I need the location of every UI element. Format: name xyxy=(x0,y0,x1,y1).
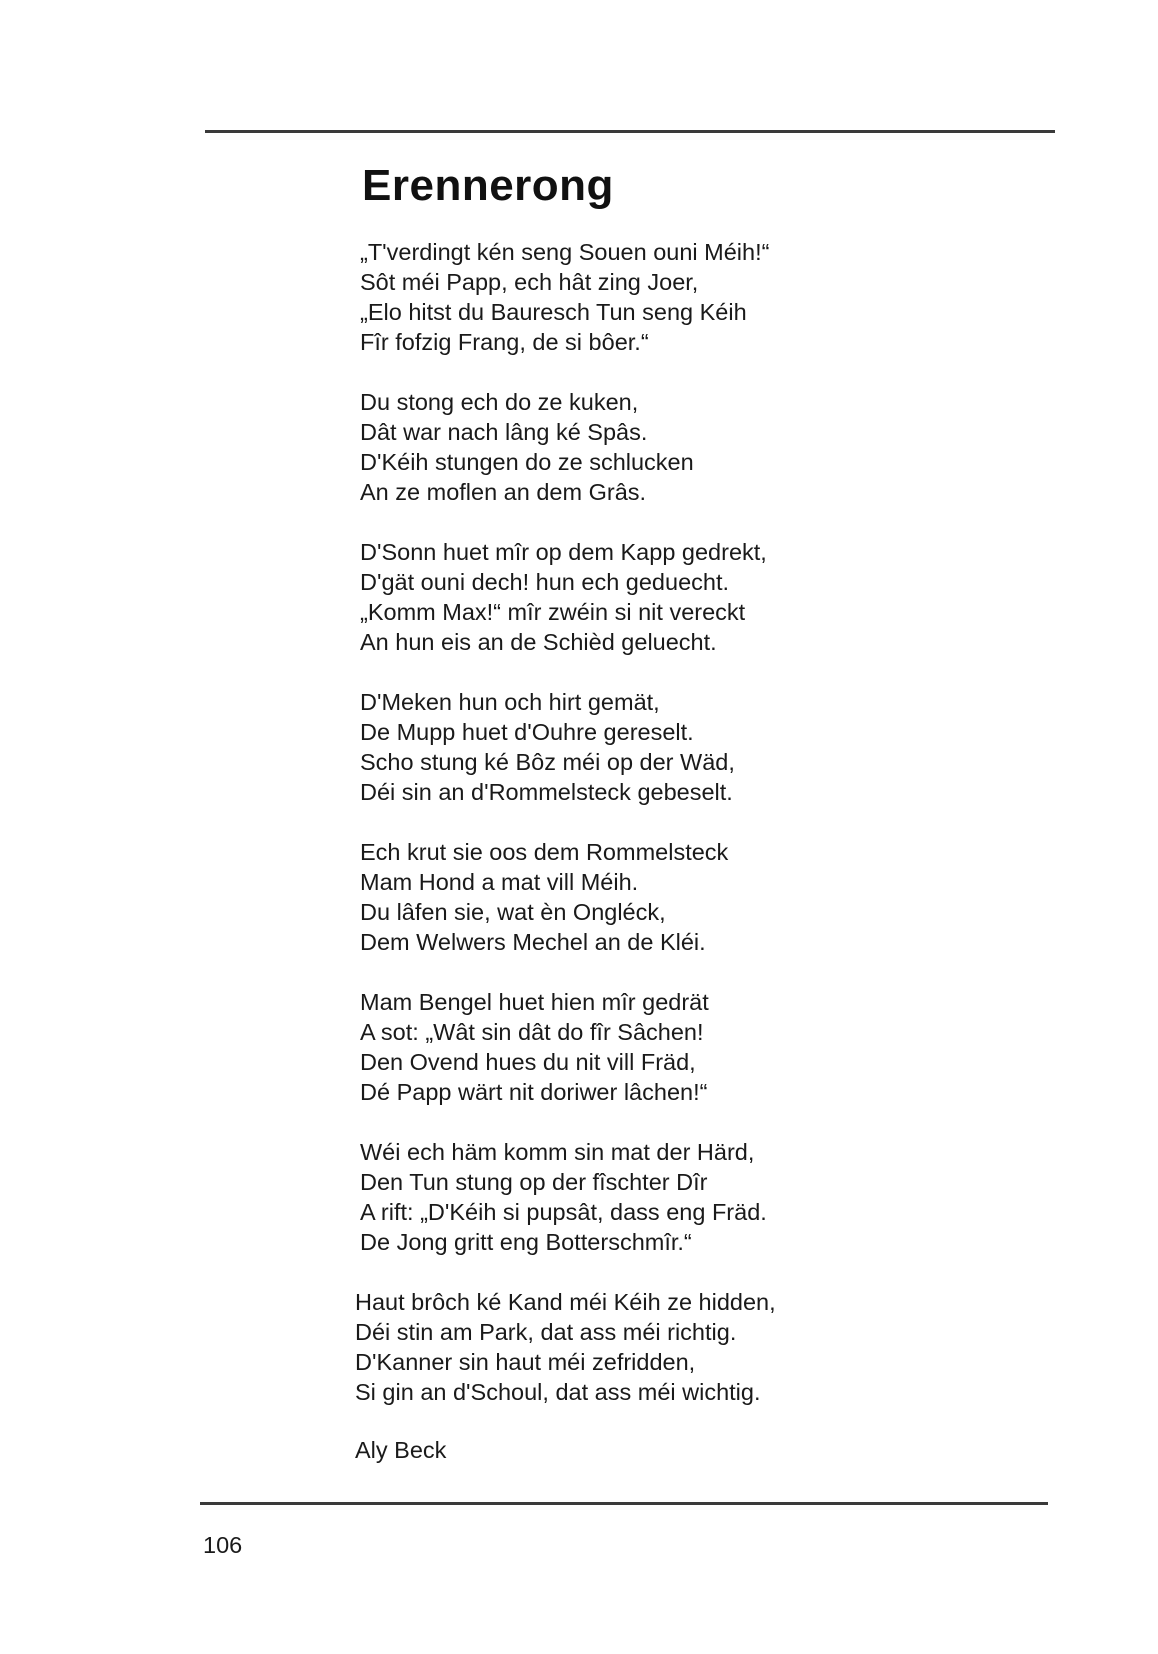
poem-line: Dât war nach lâng ké Spâs. xyxy=(360,419,648,445)
poem-line: Scho stung ké Bôz méi op der Wäd, xyxy=(360,749,735,775)
poem-line: „Elo hitst du Bauresch Tun seng Kéih xyxy=(360,299,747,325)
poem-line: A sot: „Wât sin dât do fîr Sâchen! xyxy=(360,1019,704,1045)
stanza xyxy=(360,1137,1080,1257)
poem-line: D'gät ouni dech! hun ech geduecht. xyxy=(360,569,730,595)
stanza xyxy=(360,837,1080,957)
stanza xyxy=(360,987,1080,1107)
poem-line: Fîr fofzig Frang, de si bôer.“ xyxy=(360,329,649,355)
poem-line: Haut brôch ké Kand méi Kéih ze hidden, xyxy=(355,1289,776,1315)
stanza xyxy=(360,387,1080,507)
poem-line: D'Sonn huet mîr op dem Kapp gedrekt, xyxy=(360,539,767,565)
poem-line: Den Tun stung op der fîschter Dîr xyxy=(360,1169,708,1195)
poem-line: Mam Hond a mat vill Méih. xyxy=(360,869,639,895)
poem-line: Sôt méi Papp, ech hât zing Joer, xyxy=(360,269,699,295)
poem-line: An hun eis an de Schièd geluecht. xyxy=(360,629,717,655)
stanza xyxy=(360,237,1080,357)
stanza xyxy=(360,537,1080,657)
poem-line: „T'verdingt kén seng Souen ouni Méih!“ xyxy=(360,239,770,265)
top-rule xyxy=(205,130,1055,133)
poem-body xyxy=(355,237,1080,1437)
poem-line: D'Kéih stungen do ze schlucken xyxy=(360,449,694,475)
poem-line: Ech krut sie oos dem Rommelsteck xyxy=(360,839,729,865)
poem-line: Wéi ech häm komm sin mat der Härd, xyxy=(360,1139,755,1165)
page-number: 106 xyxy=(203,1532,243,1558)
poem-line: Si gin an d'Schoul, dat ass méi wichtig. xyxy=(355,1379,761,1405)
bottom-rule xyxy=(200,1502,1048,1505)
poem-line: Dem Welwers Mechel an de Kléi. xyxy=(360,929,706,955)
author-name: Aly Beck xyxy=(355,1437,447,1463)
poem-line: D'Kanner sin haut méi zefridden, xyxy=(355,1349,696,1375)
stanza xyxy=(360,687,1080,807)
poem-line: Mam Bengel huet hien mîr gedrät xyxy=(360,989,709,1015)
poem-line: Déi sin an d'Rommelsteck gebeselt. xyxy=(360,779,733,805)
stanza xyxy=(355,1287,1080,1407)
poem-title: Erennerong xyxy=(362,161,614,210)
poem-line: Den Ovend hues du nit vill Fräd, xyxy=(360,1049,696,1075)
poem-line: An ze moflen an dem Grâs. xyxy=(360,479,647,505)
poem-line: De Mupp huet d'Ouhre gereselt. xyxy=(360,719,694,745)
poem-line: A rift: „D'Kéih si pupsât, dass eng Fräd. xyxy=(360,1199,767,1225)
poem-line: Déi stin am Park, dat ass méi richtig. xyxy=(355,1319,737,1345)
poem-line: De Jong gritt eng Botterschmîr.“ xyxy=(360,1229,692,1255)
poem-line: Dé Papp wärt nit doriwer lâchen!“ xyxy=(360,1079,708,1105)
poem-line: D'Meken hun och hirt gemät, xyxy=(360,689,660,715)
poem-line: Du lâfen sie, wat èn Ongléck, xyxy=(360,899,666,925)
poem-line: Du stong ech do ze kuken, xyxy=(360,389,639,415)
poem-line: „Komm Max!“ mîr zwéin si nit vereckt xyxy=(360,599,746,625)
